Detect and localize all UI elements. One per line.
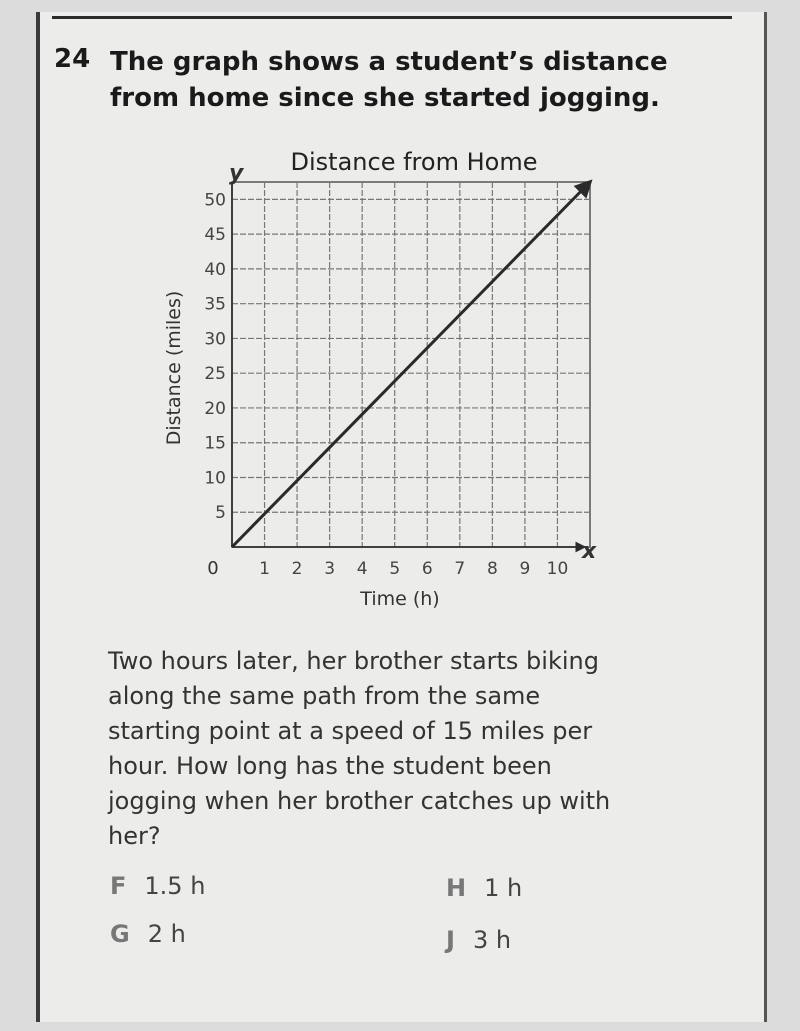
choice-letter: F (110, 872, 127, 900)
x-tick-label: 9 (519, 559, 531, 579)
y-tick-label: 25 (204, 364, 226, 385)
choice-text: 1.5 h (144, 872, 206, 900)
x-tick-label: 7 (454, 559, 466, 579)
y-tick-label: 50 (204, 190, 226, 211)
series-line (232, 182, 590, 547)
x-tick-label: 3 (324, 559, 336, 579)
answer-choice-g[interactable] (110, 920, 186, 948)
x-tick-label: 8 (486, 559, 498, 579)
y-tick-label: 30 (204, 329, 226, 350)
y-tick-label: 10 (204, 468, 226, 489)
choice-text: 1 h (484, 874, 523, 902)
followup-line: hour. How long has the student been (108, 752, 552, 780)
answer-choice-f[interactable] (110, 872, 205, 900)
followup-line: Two hours later, her brother starts biking (108, 647, 599, 675)
chart-title: Distance from Home (290, 148, 538, 176)
x-axis-label: Time (h) (360, 588, 440, 610)
followup-line: starting point at a speed of 15 miles per (108, 717, 593, 745)
chart-series (232, 182, 590, 547)
choice-text: 3 h (472, 926, 512, 954)
answer-choice-h[interactable] (446, 874, 522, 902)
answer-choice-j[interactable] (446, 926, 511, 954)
origin-label: 0 (207, 558, 219, 579)
y-tick-label: 35 (204, 294, 226, 315)
x-axis-letter: x (582, 539, 597, 564)
followup-line: along the same path from the same (108, 682, 541, 710)
y-tick-label: 45 (204, 225, 226, 246)
followup-line: her? (108, 822, 161, 850)
choice-letter: G (110, 920, 130, 948)
y-axis-letter: y (229, 161, 244, 186)
question-stem-line: The graph shows a student’s distance (110, 47, 668, 77)
followup-line: jogging when her brother catches up with (108, 787, 611, 815)
y-tick-label: 15 (204, 433, 226, 454)
y-tick-label: 40 (204, 259, 226, 280)
x-tick-label: 2 (291, 559, 303, 579)
question-number: 24 (54, 44, 91, 74)
y-tick-label: 20 (204, 398, 226, 419)
x-tick-label: 5 (389, 559, 401, 579)
question-stem-line: from home since she started jogging. (110, 83, 660, 113)
x-tick-label: 1 (259, 559, 270, 579)
x-tick-label: 4 (356, 559, 368, 579)
x-tick-label: 10 (546, 559, 569, 579)
y-tick-label: 5 (215, 503, 226, 524)
x-tick-label: 6 (421, 559, 433, 579)
choice-text: 2 h (147, 920, 186, 948)
choice-letter: H (446, 874, 467, 902)
choice-letter: J (446, 926, 455, 954)
question-followup (108, 644, 708, 854)
y-axis-label: Distance (miles) (163, 290, 185, 446)
